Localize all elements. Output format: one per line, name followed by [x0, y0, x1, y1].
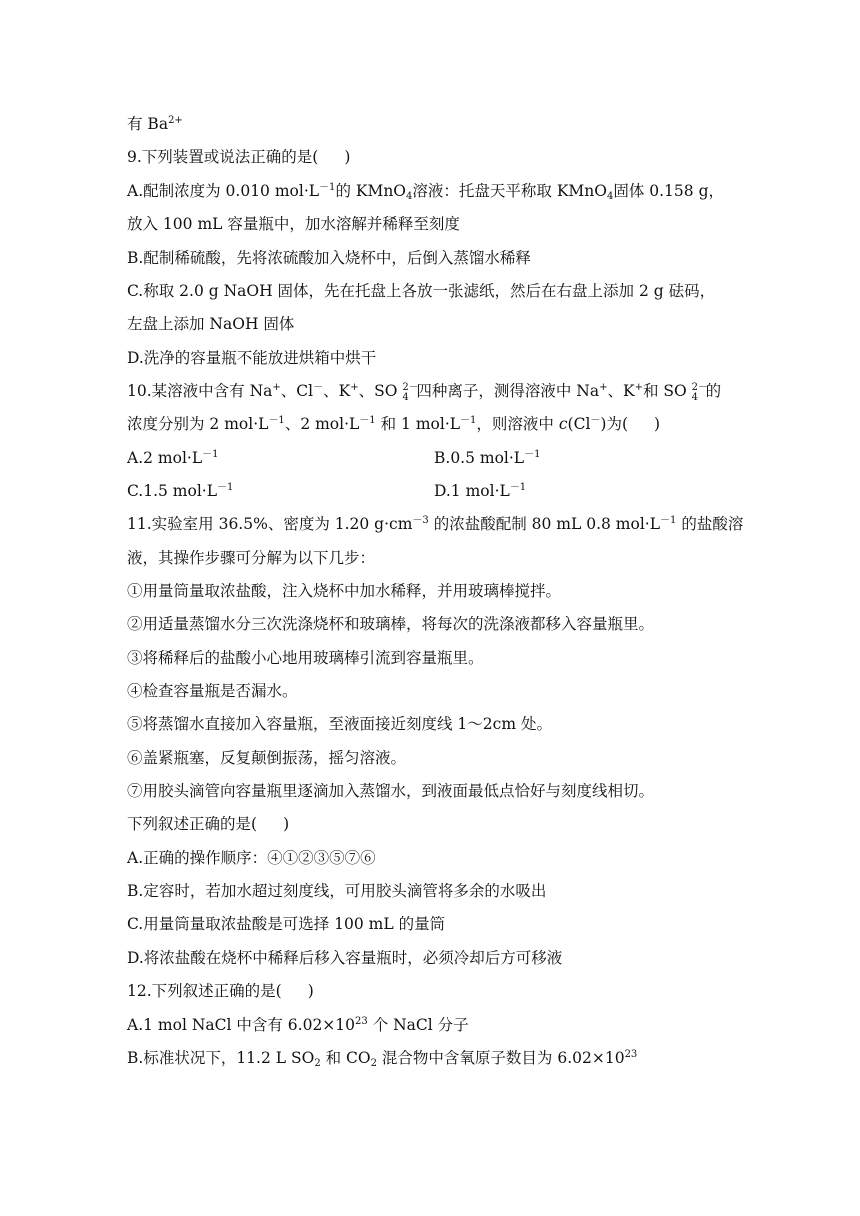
- text-run: D.1 mol·L: [434, 482, 510, 500]
- line-q9: [127, 147, 350, 167]
- superscript: －1: [319, 182, 336, 193]
- line-q11s4: [127, 681, 298, 701]
- text-run: )为(: [600, 415, 629, 433]
- text-run: 和 1 mol·L: [375, 415, 461, 433]
- option-right: [434, 448, 540, 468]
- text-run: C.称取 2.0 g NaOH 固体，先在托盘上各放一张滤纸，然后在右盘上添加 2 g 砝码，: [127, 282, 716, 300]
- superscript: +: [350, 382, 359, 393]
- superscript: －3: [412, 515, 429, 526]
- ion-charge-subscript: [691, 381, 709, 403]
- superscript: +: [634, 382, 643, 393]
- superscript: －1: [509, 482, 527, 493]
- ion-charge-subscript: [402, 381, 419, 403]
- text-run: 、K: [607, 382, 635, 400]
- option-left: [127, 482, 233, 500]
- line-q9c2: [127, 314, 294, 334]
- line-l1: [127, 114, 183, 134]
- text-run: ③将稀释后的盐酸小心地用玻璃棒引流到容量瓶里。: [127, 649, 484, 667]
- line-q11s5: [127, 714, 552, 734]
- text-run: 的盐酸溶: [676, 515, 744, 533]
- text-run: 四种离子，测得溶液中 Na: [416, 382, 600, 400]
- text-run: ⑦用胶头滴管向容量瓶里逐滴加入蒸馏水，到液面最低点恰好与刻度线相切。: [127, 782, 655, 800]
- superscript: －: [590, 415, 601, 426]
- superscript: －1: [217, 482, 234, 493]
- line-q11s3: [127, 648, 484, 668]
- text-run: 9.下列装置或说法正确的是(: [127, 148, 319, 166]
- line-q11s2: [127, 614, 654, 634]
- text-run: 的: [705, 382, 722, 400]
- text-run: ②用适量蒸馏水分三次洗涤烧杯和玻璃棒，将每次的洗涤液都移入容量瓶里。: [127, 615, 655, 633]
- ion-subscript: 4: [691, 392, 699, 403]
- text-run: A.配制浓度为 0.010 mol·L: [127, 182, 320, 200]
- line-q11q: [127, 814, 289, 834]
- superscript: 23: [355, 1016, 368, 1027]
- subscript: 2: [314, 1058, 321, 1069]
- text-run: 溶液：托盘天平称取 KMnO: [412, 182, 607, 200]
- text-run: 、SO: [358, 382, 403, 400]
- text-run: B.配制稀硫酸，先将浓硫酸加入烧杯中，后倒入蒸馏水稀释: [127, 249, 531, 267]
- line-q11s1: [127, 581, 561, 601]
- text-run: ): [654, 415, 661, 433]
- text-run: 的 KMnO: [335, 182, 407, 200]
- line-q11A: [127, 848, 376, 868]
- superscript: －1: [268, 415, 285, 426]
- line-q11s6: [127, 748, 406, 768]
- text-run: 、K: [323, 382, 351, 400]
- line-q12: [127, 981, 314, 1001]
- line-q12A: [127, 1015, 469, 1035]
- text-run: ): [344, 148, 351, 166]
- line-q9a1: [127, 181, 724, 201]
- text-run: 和 CO: [320, 1049, 371, 1067]
- superscript: －1: [524, 449, 541, 460]
- superscript: －1: [202, 449, 219, 460]
- text-run: B.定容时，若加水超过刻度线，可用胶头滴管将多余的水吸出: [127, 882, 547, 900]
- text-run: ⑤将蒸馏水直接加入容量瓶，至液面接近刻度线 1～2cm 处。: [127, 715, 552, 733]
- line-q11D: [127, 948, 562, 968]
- line-q11B: [127, 881, 546, 901]
- superscript: 2+: [168, 115, 183, 126]
- subscript: 4: [406, 191, 413, 202]
- text-run: 11.实验室用 36.5%、密度为 1.20 g·cm: [127, 515, 413, 533]
- superscript: －1: [660, 515, 677, 526]
- line-q11C: [127, 914, 445, 934]
- text-run: D.将浓盐酸在烧杯中稀释后移入容量瓶时，必须冷却后方可移液: [127, 949, 563, 967]
- ion-charge: 2－: [691, 382, 709, 393]
- line-q9c1: [127, 281, 715, 301]
- text-run: 液，其操作步骤可分解为以下几步：: [127, 549, 376, 567]
- text-run: ⑥盖紧瓶塞，反复颠倒振荡，摇匀溶液。: [127, 749, 407, 767]
- text-run: 12.下列叙述正确的是(: [127, 982, 282, 1000]
- text-run: A.1 mol NaCl 中含有 6.02×10: [127, 1016, 356, 1034]
- superscript: －1: [359, 415, 376, 426]
- line-q9d: [127, 348, 376, 368]
- text-run: 和 SO: [642, 382, 692, 400]
- text-run: 的浓盐酸配制 80 mL 0.8 mol·L: [428, 515, 661, 533]
- text-run: ): [307, 982, 314, 1000]
- text-run: 、Cl: [280, 382, 314, 400]
- text-run: 浓度分别为 2 mol·L: [127, 415, 269, 433]
- subscript: 4: [606, 191, 614, 202]
- italic-symbol: c: [558, 415, 568, 433]
- superscript: －1: [460, 415, 477, 426]
- text-run: 左盘上添加 NaOH 固体: [127, 315, 295, 333]
- text-run: 有 Ba: [127, 115, 169, 133]
- ion-charge: 2－: [402, 382, 419, 393]
- line-q11a: [127, 514, 743, 534]
- text-run: ，则溶液中: [476, 415, 559, 433]
- ion-subscript: 4: [402, 392, 409, 403]
- superscript: +: [272, 382, 281, 393]
- text-run: B.标准状况下，11.2 L SO: [127, 1049, 315, 1067]
- line-q10b: [127, 414, 660, 434]
- text-run: 下列叙述正确的是(: [127, 815, 258, 833]
- line-q11b: [127, 548, 375, 568]
- text-run: A.正确的操作顺序：④①②③⑤⑦⑥: [127, 849, 376, 867]
- text-run: A.2 mol·L: [127, 449, 203, 467]
- text-run: 个 NaCl 分子: [367, 1016, 469, 1034]
- text-run: 混合物中含氧原子数目为 6.02×10: [376, 1049, 625, 1067]
- option-left: [127, 449, 219, 467]
- text-run: D.洗净的容量瓶不能放进烘箱中烘干: [127, 349, 377, 367]
- superscript: 23: [624, 1049, 638, 1060]
- superscript: +: [599, 382, 608, 393]
- option-right: [434, 481, 526, 501]
- text-run: 放入 100 mL 容量瓶中，加水溶解并稀释至刻度: [127, 215, 460, 233]
- text-run: 、2 mol·L: [284, 415, 360, 433]
- line-q9b: [127, 248, 531, 268]
- text-run: B.0.5 mol·L: [434, 449, 525, 467]
- line-q11s7: [127, 781, 654, 801]
- text-run: ): [283, 815, 290, 833]
- text-run: (Cl: [567, 415, 591, 433]
- text-run: 固体 0.158 g，: [613, 182, 724, 200]
- superscript: －: [313, 382, 324, 393]
- text-run: C.用量筒量取浓盐酸是可选择 100 mL 的量筒: [127, 915, 446, 933]
- text-run: ①用量筒量取浓盐酸，注入烧杯中加水稀释，并用玻璃棒搅拌。: [127, 582, 562, 600]
- subscript: 2: [370, 1058, 377, 1069]
- line-q9a2: [127, 214, 460, 234]
- line-q12B: [127, 1048, 637, 1068]
- text-run: C.1.5 mol·L: [127, 482, 218, 500]
- line-q10a: [127, 381, 721, 401]
- text-run: ④检查容量瓶是否漏水。: [127, 682, 298, 700]
- text-run: 10.某溶液中含有 Na: [127, 382, 273, 400]
